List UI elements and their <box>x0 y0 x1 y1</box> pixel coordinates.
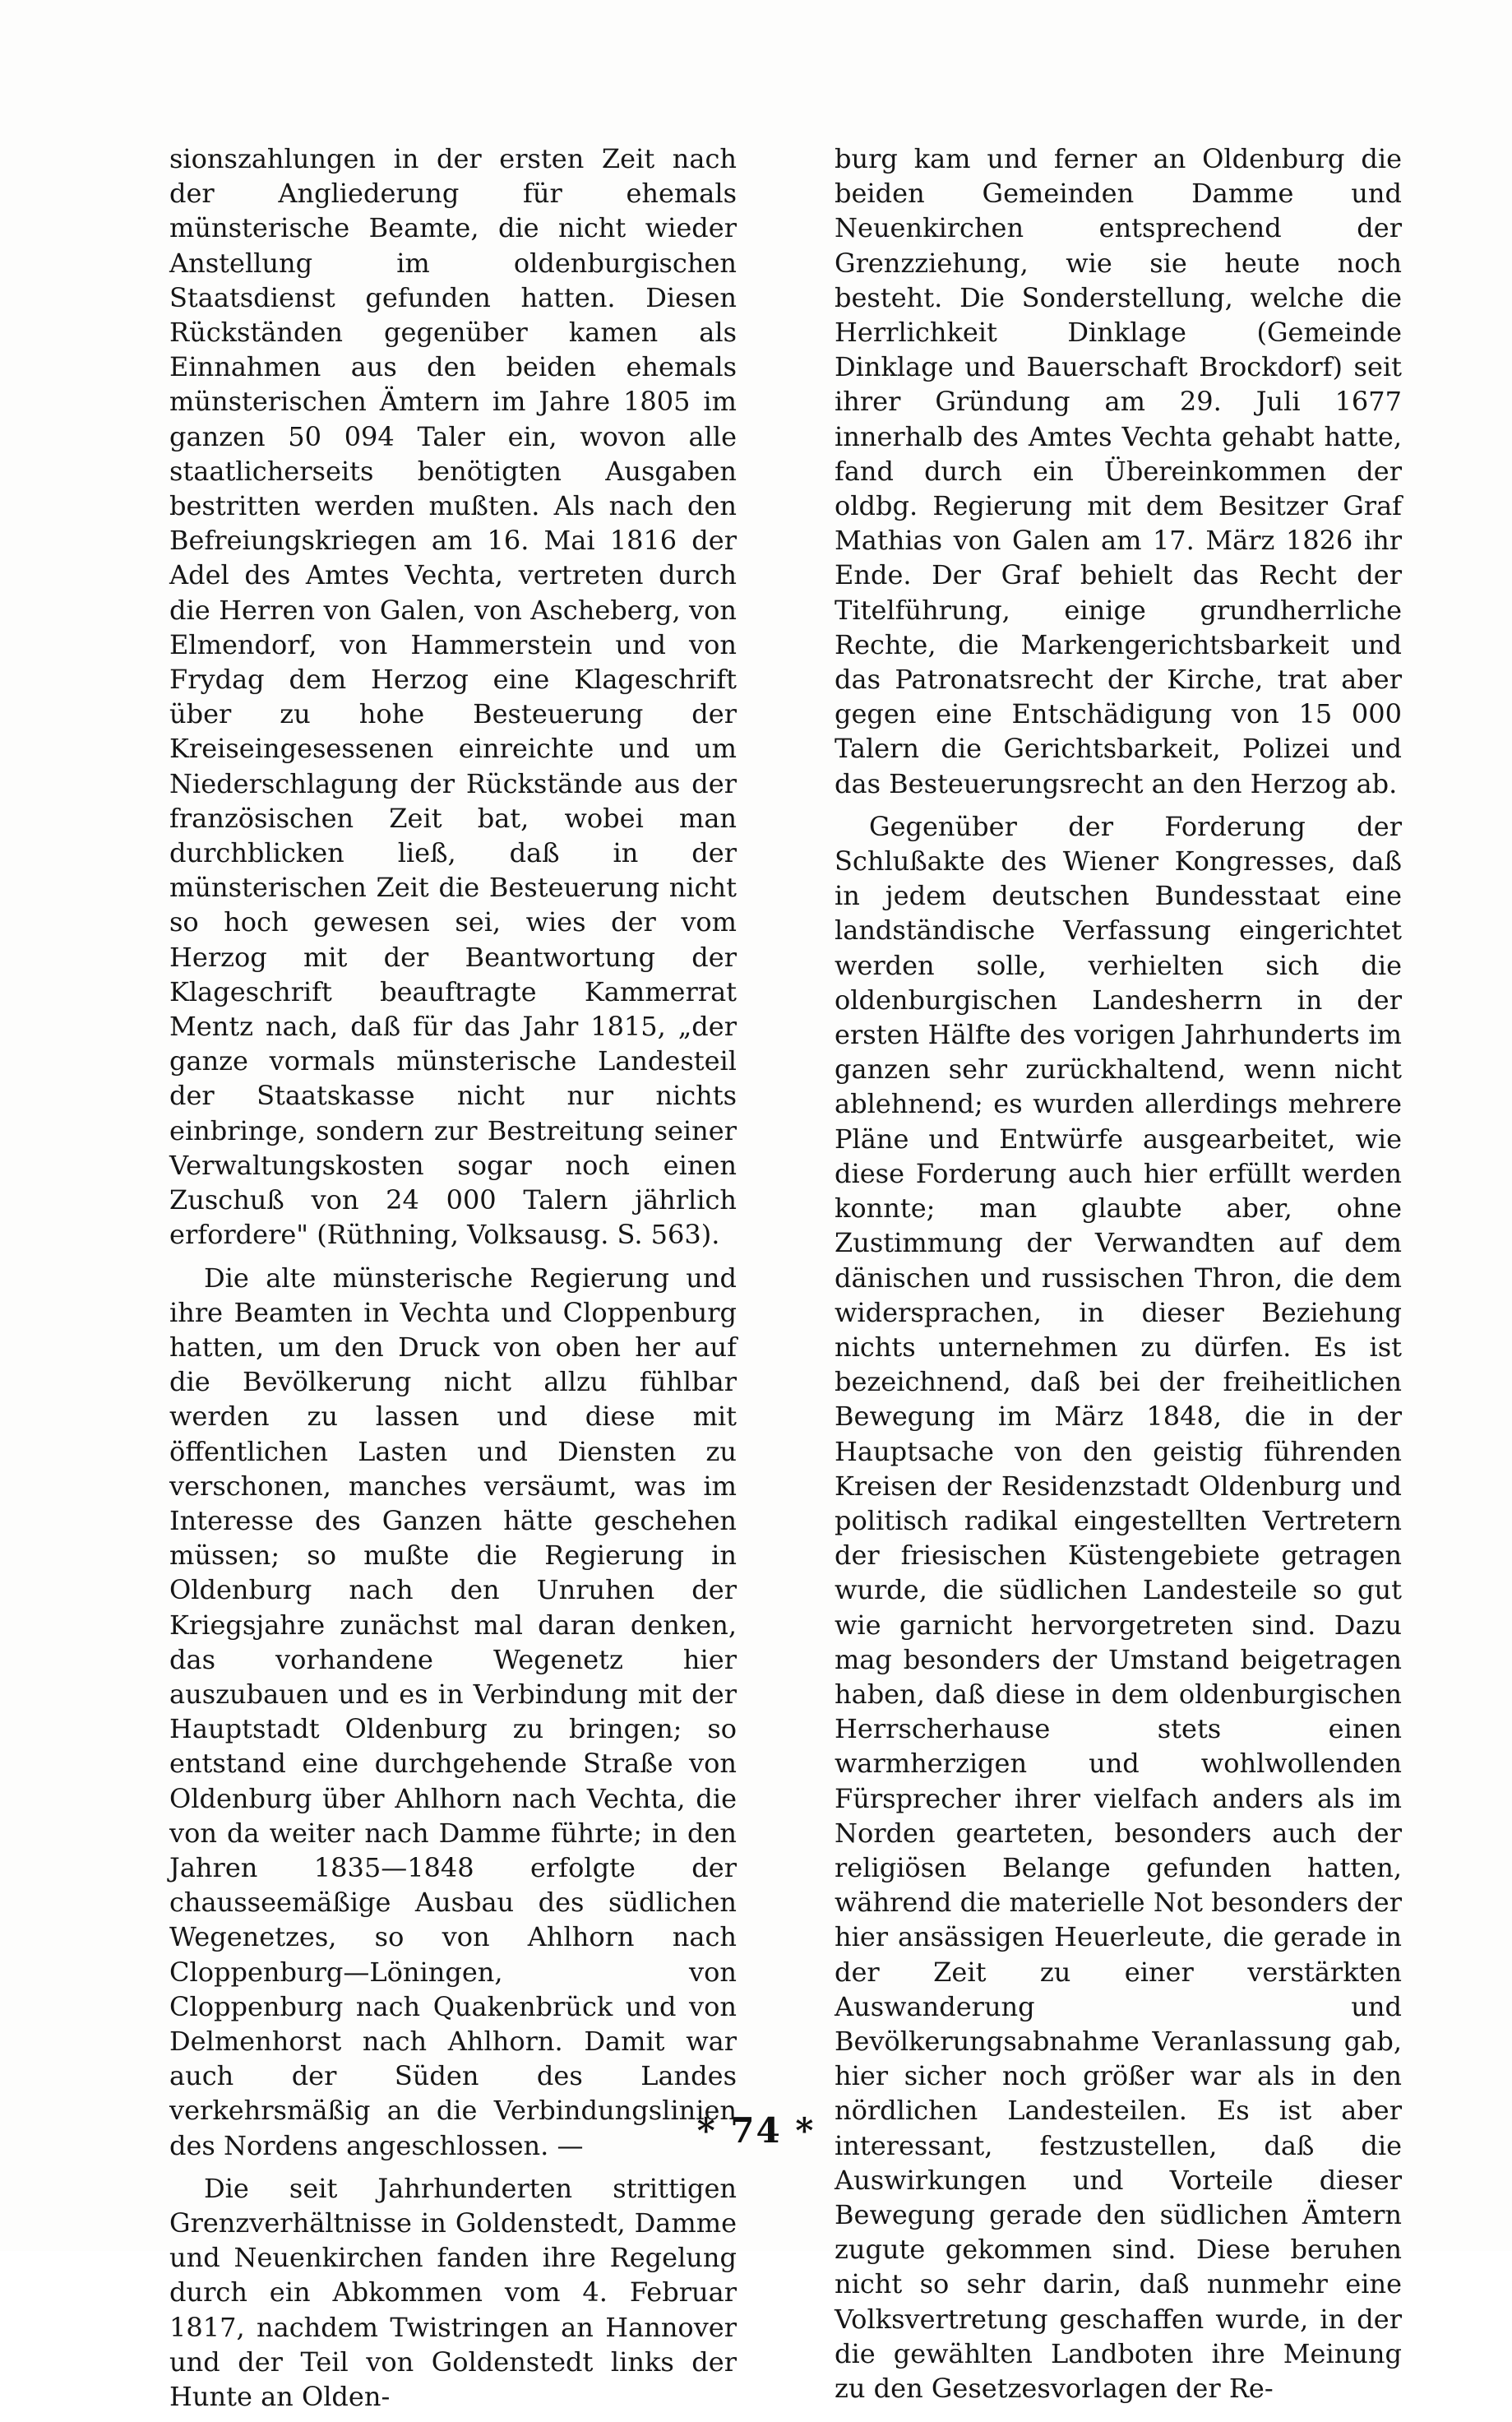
right-text-column <box>835 141 1402 2414</box>
left-paragraph-1: sionszahlungen in der ersten Zeit nach der Angliederung für ehemals münsterische Beamte, die nicht wieder Anstellung im oldenburgischen Staatsdienst gefunden hatten. Diesen Rückständen gegenüber kamen als Einnahmen aus den beiden ehemals münsterischen Ämtern im Jahre 1805 im ganzen 50 094 Taler ein, wovon alle staatlicherseits benötigten Ausgaben bestritten werden mußten. Als nach den Befreiungskriegen am 16. Mai 1816 der Adel des Amtes Vechta, vertreten durch die Herren von Galen, von Ascheberg, von Elmendorf, von Hammerstein und von Frydag dem Herzog eine Klageschrift über zu hohe Besteuerung der Kreiseingesessenen einreichte und um Niederschlagung der Rückstände aus der französischen Zeit bat, wobei man durchblicken ließ, daß in der münsterischen Zeit die Besteuerung nicht so hoch gewesen sei, wies der vom Herzog mit der Beantwortung der Klageschrift beauftragte Kammerrat Mentz nach, daß für das Jahr 1815, „der ganze vormals münsterische Landesteil der Staatskasse nicht nur nichts einbringe, sondern zur Bestreitung seiner Verwaltungskosten sogar noch einen Zuschuß von 24 000 Talern jährlich erfordere" (Rüthning, Volksausg. S. 563). <box>169 143 737 1251</box>
right-paragraph-1: burg kam und ferner an Oldenburg die beiden Gemeinden Damme und Neuenkirchen entsprechend der Grenzziehung, wie sie heute noch besteht. Die Sonderstellung, welche die Herrlichkeit Dinklage (Gemeinde Dinklage und Bauerschaft Brockdorf) seit ihrer Gründung am 29. Juli 1677 innerhalb des Amtes Vechta gehabt hatte, fand durch ein Übereinkommen der oldbg. Regierung mit dem Besitzer Graf Mathias von Galen am 17. März 1826 ihr Ende. Der Graf behielt das Recht der Titelführung, einige grundherrliche Rechte, die Markengerichtsbarkeit und das Patronatsrecht der Kirche, trat aber gegen eine Entschädigung von 15 000 Talern die Gerichtsbarkeit, Polizei und das Besteuerungsrecht an den Herzog ab. <box>835 143 1402 799</box>
left-paragraph-3: Die seit Jahrhunderten strittigen Grenzverhältnisse in Goldenstedt, Damme und Neuenkirchen fanden ihre Regelung durch ein Abkommen vom 4. Februar 1817, nachdem Twistringen an Hannover und der Teil von Goldenstedt links der Hunte an Olden- <box>169 2172 737 2412</box>
left-text-column <box>169 141 737 2422</box>
left-paragraph-2: Die alte münsterische Regierung und ihre Beamten in Vechta und Cloppenburg hatten, um den Druck von oben her auf die Bevölkerung nicht allzu fühlbar werden zu lassen und diese mit öffentlichen Lasten und Diensten zu verschonen, manches versäumt, was im Interesse des Ganzen hätte geschehen müssen; so mußte die Regierung in Oldenburg nach den Unruhen der Kriegsjahre zunächst mal daran denken, das vorhandene Wegenetz hier auszubauen und es in Verbindung mit der Hauptstadt Oldenburg zu bringen; so entstand eine durchgehende Straße von Oldenburg über Ahlhorn nach Vechta, die von da weiter nach Damme führte; in den Jahren 1835—1848 erfolgte der chausseemäßige Ausbau des südlichen Wegenetzes, so von Ahlhorn nach Cloppenburg—Löningen, von Cloppenburg nach Quakenbrück und von Delmenhorst nach Ahlhorn. Damit war auch der Süden des Landes verkehrsmäßig an die Verbindungslinien des Nordens angeschlossen. — <box>169 1262 737 2161</box>
right-paragraph-2: Gegenüber der Forderung der Schlußakte des Wiener Kongresses, daß in jedem deutschen Bundesstaat eine landständische Verfassung eingerichtet werden solle, verhielten sich die oldenburgischen Landesherrn in der ersten Hälfte des vorigen Jahrhunderts im ganzen sehr zurückhaltend, wenn nicht ablehnend; es wurden allerdings mehrere Pläne und Entwürfe ausgearbeitet, wie diese Forderung auch hier erfüllt werden konnte; man glaubte aber, ohne Zustimmung der Verwandten auf dem dänischen und russischen Thron, die dem widersprachen, in dieser Beziehung nichts unternehmen zu dürfen. Es ist bezeichnend, daß bei der freiheitlichen Bewegung im März 1848, die in der Hauptsache von den geistig führenden Kreisen der Residenzstadt Oldenburg und politisch radikal eingestellten Vertretern der friesischen Küstengebiete getragen wurde, die südlichen Landesteile so gut wie garnicht hervorgetreten sind. Dazu mag besonders der Umstand beigetragen haben, daß diese in dem oldenburgischen Herrscherhause stets einen warmherzigen und wohlwollenden Fürsprecher ihrer vielfach anders als im Norden gearteten, besonders auch der religiösen Belange gefunden hatten, während die materielle Not besonders der hier ansässigen Heuerleute, die gerade in der Zeit zu einer verstärkten Auswanderung und Bevölkerungsabnahme Veranlassung gab, hier sicher noch größer war als in den nördlichen Landesteilen. Es ist aber interessant, festzustellen, daß die Auswirkungen und Vorteile dieser Bewegung gerade den südlichen Ämtern zugute gekommen sind. Diese beruhen nicht so sehr darin, daß nunmehr eine Volksvertretung geschaffen wurde, in der die gewählten Landboten ihre Meinung zu den Gesetzesvorlagen der Re- <box>835 810 1402 2404</box>
page-number: * 74 * <box>696 2110 816 2151</box>
